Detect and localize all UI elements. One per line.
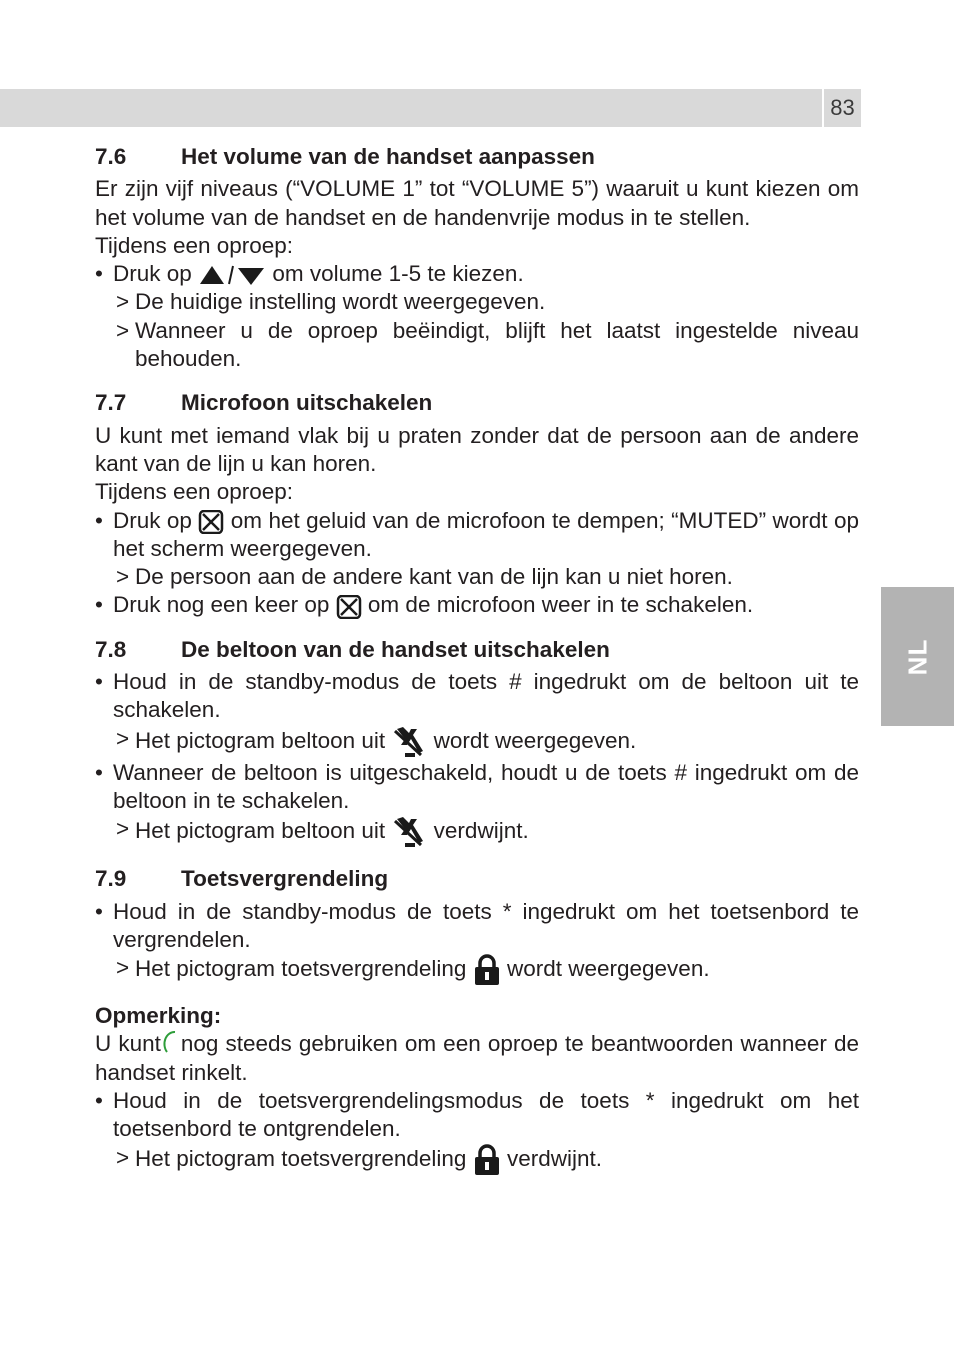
bullet-item [95, 1087, 859, 1144]
result-text: Het pictogram toetsvergrendeling [135, 1145, 467, 1171]
paragraph: Er zijn vijf niveaus (“VOLUME 1” tot “VOLUME 5”) waaruit u kunt kiezen om het volume van de handset en de handenvrije modus in te stellen. [95, 176, 859, 230]
paragraph: Tijdens een oproep: [95, 232, 294, 258]
up-down-arrow-icon [198, 264, 266, 286]
note-text: U kunt [95, 1031, 161, 1057]
bullet-text: om volume 1-5 te kiezen. [272, 261, 524, 287]
note-text: nog steeds gebruiken om een oproep te beantwoorden wanneer de handset rinkelt. [95, 1031, 859, 1085]
padlock-icon [473, 954, 501, 986]
result-item [95, 1144, 859, 1176]
header-bar [0, 89, 822, 127]
bullet-icon: • [95, 261, 103, 287]
result-item [95, 317, 859, 374]
bullet-icon: • [95, 669, 103, 695]
arrow-icon: > [116, 289, 130, 315]
result-item [95, 725, 859, 759]
bullet-icon: • [95, 759, 103, 785]
language-tab [881, 587, 954, 726]
section-number: 7.9 [95, 866, 127, 892]
bullet-item [95, 898, 859, 955]
section-title: Microfoon uitschakelen [181, 390, 433, 416]
section-title: De beltoon van de handset uitschakelen [181, 636, 610, 662]
bullet-icon: • [95, 592, 103, 618]
bullet-text: Druk op [113, 261, 192, 287]
result-text: verdwijnt. [506, 1145, 603, 1171]
result-text: Het pictogram beltoon uit [135, 727, 386, 753]
section-heading-7-8 [95, 636, 859, 664]
result-text: De persoon aan de andere kant van de lijn kan u niet horen. [135, 564, 733, 590]
mute-key-icon [336, 595, 362, 619]
arrow-icon: > [116, 317, 130, 343]
result-text: verdwijnt. [433, 818, 529, 844]
note-title: Opmerking: [95, 1003, 222, 1029]
section-title: Toetsvergrendeling [181, 866, 389, 892]
result-text: Het pictogram beltoon uit [135, 818, 386, 844]
section-number: 7.6 [95, 144, 127, 169]
bullet-item [95, 260, 859, 288]
result-item [95, 815, 859, 849]
section-heading-7-9 [95, 865, 859, 893]
bullet-item [95, 759, 859, 816]
bullet-text: Druk nog een keer op [113, 592, 330, 618]
result-text: Wanneer u de oproep beëindigt, blijft het laatst ingestelde niveau behouden. [135, 317, 859, 372]
result-item [95, 954, 859, 986]
bullet-text: om de microfoon weer in te schakelen. [367, 592, 754, 618]
bullet-icon: • [95, 898, 103, 924]
ringer-off-icon [391, 815, 427, 849]
section-heading-7-6 [95, 143, 859, 171]
section-number: 7.7 [95, 390, 127, 416]
page-number: 83 [822, 89, 861, 127]
bullet-text: Wanneer de beltoon is uitgeschakeld, houdt u de toets # ingedrukt om de beltoon in te schakelen. [113, 759, 859, 813]
note-paragraph [95, 1030, 859, 1087]
result-item [95, 563, 859, 591]
bullet-text: Houd in de toetsvergrendelingsmodus de toets * ingedrukt om het toetsenbord te ontgrendelen. [113, 1088, 859, 1142]
result-text: Het pictogram toetsvergrendeling [135, 956, 467, 982]
result-text: wordt weergegeven. [506, 956, 710, 982]
paragraph: Tijdens een oproep: [95, 479, 294, 505]
section-title: Het volume van de handset aanpassen [181, 144, 595, 169]
padlock-icon [473, 1144, 501, 1176]
arrow-icon: > [116, 564, 130, 590]
result-text: De huidige instelling wordt weergegeven. [135, 289, 546, 315]
result-item [95, 288, 859, 316]
arrow-icon: > [116, 725, 130, 751]
arrow-icon: > [116, 1144, 130, 1170]
bullet-text: Houd in de standby-modus de toets * ingedrukt om het toetsenbord te vergrendelen. [113, 898, 859, 952]
paragraph: U kunt met iemand vlak bij u praten zonder dat de persoon aan de andere kant van de lijn u kan horen. [95, 422, 859, 476]
arrow-icon: > [116, 955, 130, 981]
section-heading-7-7 [95, 389, 859, 417]
bullet-icon: • [95, 1088, 103, 1114]
bullet-icon: • [95, 507, 103, 533]
bullet-text: Houd in de standby-modus de toets # ingedrukt om de beltoon uit te schakelen. [113, 669, 859, 723]
arrow-icon: > [116, 816, 130, 842]
result-text: wordt weergegeven. [433, 727, 637, 753]
language-tab-label: NL [902, 638, 932, 675]
section-number: 7.8 [95, 636, 127, 662]
talk-key-icon [161, 1030, 181, 1058]
bullet-item [95, 591, 859, 619]
bullet-item [95, 668, 859, 725]
bullet-item [95, 507, 859, 564]
ringer-off-icon [391, 725, 427, 759]
bullet-text: Druk op [113, 507, 192, 533]
bullet-text: om het geluid van de microfoon te dempen; “MUTED” wordt op het scherm weergegeven. [113, 507, 859, 561]
page-content [95, 143, 859, 1176]
mute-key-icon [198, 510, 224, 534]
